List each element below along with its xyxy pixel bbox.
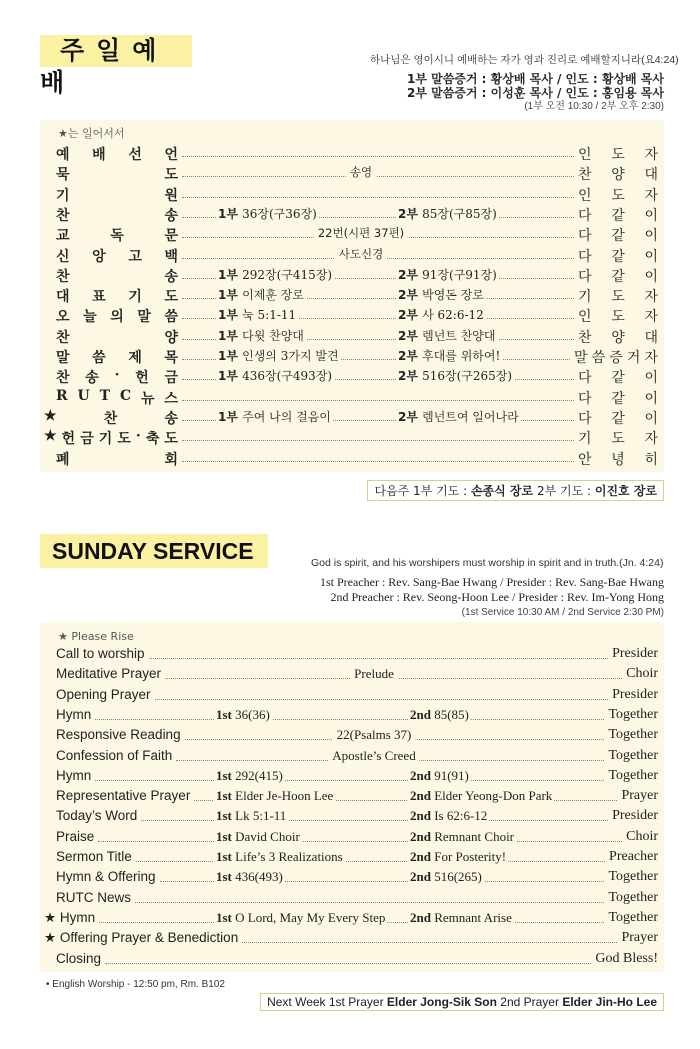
english-order-row — [44, 930, 658, 950]
order-item-second-service: 2부 렘넌트 찬양대 — [398, 328, 496, 343]
order-item-responsible: 인 도 자 — [578, 187, 658, 204]
order-item-name: 교 독 문 — [56, 228, 178, 245]
order-item-first-service: 1부 다윗 찬양대 — [218, 328, 304, 343]
order-item-responsible: 다 같 이 — [578, 390, 658, 407]
korean-order-row — [56, 164, 658, 184]
english-verse: God is spirit, and his worshipers must worship in spirit and in truth.(Jn. 4:24) — [311, 557, 664, 569]
order-item-responsible: Choir — [626, 828, 658, 844]
order-item-name: Hymn — [56, 706, 92, 722]
order-item-responsible: 인 도 자 — [578, 309, 658, 326]
order-item-name: 신 앙 고 백 — [56, 248, 178, 265]
order-item-name: Today’s Word — [56, 808, 138, 824]
order-item-responsible: Together — [608, 909, 658, 925]
order-item-name: 찬 송 · 헌 금 — [56, 367, 178, 387]
korean-next-prayer-2: 이진호 장로 — [594, 484, 657, 498]
order-item-second-service: 2nd Remnant Arise — [410, 909, 512, 925]
korean-order-row — [56, 205, 658, 225]
order-item-name: 예 배 선 언 — [56, 147, 178, 163]
korean-next-prayer-1: 손종식 장로 — [470, 484, 534, 498]
order-item-name: 폐 회 — [56, 451, 178, 468]
order-item-first-service: 1부 292장(구415장) — [218, 267, 333, 282]
english-order-row — [56, 951, 658, 971]
order-item-responsible: 다 같 이 — [578, 248, 658, 265]
order-item-first-service: 1부 인생의 3가지 발견 — [218, 349, 339, 363]
order-item-second-service: 2부 사 62:6-12 — [398, 308, 484, 323]
korean-next-label: 다음주 1부 기도 : — [374, 484, 468, 498]
order-item-name: 찬 송 — [56, 268, 178, 285]
korean-order-row — [44, 428, 658, 448]
order-item-second-service: 2nd Elder Yeong-Don Park — [410, 788, 553, 804]
order-item-name: 묵 도 — [56, 167, 178, 184]
korean-order-row — [56, 286, 658, 306]
english-preacher-2: 2nd Preacher : Rev. Seong-Hoon Lee / Presider : Rev. Im-Yong Hong — [330, 590, 664, 604]
order-item-center: 22(Psalms 37) — [333, 727, 416, 743]
order-item-responsible: 다 같 이 — [578, 207, 658, 224]
english-worship-note: • English Worship - 12:50 pm, Rm. B102 — [46, 979, 225, 990]
english-order-row — [56, 646, 658, 666]
order-item-first-service: 1부 436장(구493장) — [218, 369, 333, 384]
korean-order-row — [56, 185, 658, 205]
english-preacher-1: 1st Preacher : Rev. Sang-Bae Hwang / Presider : Rev. Sang-Bae Hwang — [319, 575, 664, 589]
order-item-first-service: 1부 눅 5:1-11 — [218, 308, 297, 323]
korean-order-row — [56, 144, 658, 164]
order-item-first-service: 1부 주여 나의 걸음이 — [218, 409, 331, 424]
english-order-row — [56, 849, 658, 869]
korean-order-row — [56, 266, 658, 286]
english-next-label: Next Week 1st Prayer — [267, 995, 384, 1009]
korean-next-week — [367, 480, 664, 501]
order-item-second-service: 2nd 516(265) — [410, 869, 482, 885]
order-item-responsible: Presider — [612, 686, 658, 702]
order-item-second-service: 2nd 85(85) — [410, 706, 469, 722]
order-item-first-service: 1st Elder Je-Hoon Lee — [216, 788, 334, 804]
korean-verse: 하나님은 영이시니 예배하는 자가 영과 진리로 예배할지니라(요4:24) — [370, 54, 679, 66]
order-item-name: R U T C 뉴 스 — [56, 387, 178, 407]
order-item-center: 22번(시편 37편) — [314, 225, 408, 241]
korean-order-row — [56, 367, 658, 387]
order-item-responsible: 말 씀 증 거 자 — [574, 350, 658, 366]
korean-order-row — [56, 225, 658, 245]
order-item-first-service: 1st Life’s 3 Realizations — [216, 849, 343, 864]
english-next-prayer-1: Elder Jong-Sik Son — [386, 995, 497, 1009]
order-item-name: ★ 헌 금 기 도 · 축 도 — [44, 428, 178, 448]
order-item-name: Praise — [56, 828, 95, 844]
order-item-responsible: 다 같 이 — [578, 370, 658, 387]
order-item-responsible: 기 도 자 — [578, 289, 658, 306]
order-item-name: Responsive Reading — [56, 727, 181, 743]
order-item-second-service: 2부 박영돈 장로 — [398, 288, 484, 303]
order-item-responsible: Presider — [612, 808, 658, 824]
english-order-row — [56, 707, 658, 727]
order-item-responsible: 기 도 자 — [578, 431, 658, 448]
english-order-row — [56, 890, 658, 910]
english-title: SUNDAY SERVICE — [40, 534, 268, 568]
english-rise-note: ★ Please Rise — [58, 630, 134, 643]
english-preachers — [320, 575, 664, 620]
order-item-second-service: 2부 85장(구85장) — [398, 206, 497, 221]
order-item-responsible: 다 같 이 — [578, 228, 658, 245]
order-item-first-service: 1st David Choir — [216, 828, 300, 844]
order-item-name: ★ 찬 송 — [44, 407, 178, 427]
order-item-responsible: 다 같 이 — [578, 410, 658, 427]
order-item-center: Apostle’s Creed — [328, 748, 419, 764]
order-item-name: ★ Offering Prayer & Benediction — [44, 930, 239, 946]
korean-preacher-1: 1부 말씀증거 : 황상배 목사 / 인도 : 황상배 목사 — [407, 72, 664, 86]
order-item-name: 찬 송 — [56, 207, 178, 224]
order-item-responsible: God Bless! — [595, 950, 658, 966]
korean-preachers — [407, 72, 664, 114]
korean-next-mid: 2부 기도 : — [536, 484, 592, 498]
order-item-name: Call to worship — [56, 646, 145, 661]
order-item-name: Hymn — [56, 767, 92, 783]
order-item-second-service: 2nd Remnant Choir — [410, 828, 515, 844]
order-item-responsible: 인 도 자 — [578, 147, 658, 163]
english-order-row — [56, 808, 658, 828]
order-item-name: Opening Prayer — [56, 686, 151, 702]
order-item-center: Prelude — [350, 666, 398, 682]
order-item-name: Sermon Title — [56, 849, 132, 864]
order-item-first-service: 1st 436(493) — [216, 869, 283, 885]
order-item-second-service: 2부 91장(구91장) — [398, 267, 497, 282]
order-item-responsible: Choir — [626, 666, 658, 682]
english-order-row — [56, 748, 658, 768]
order-item-first-service: 1st Lk 5:1-11 — [216, 808, 287, 824]
korean-order-row — [56, 306, 658, 326]
order-item-name: Hymn & Offering — [56, 869, 156, 885]
korean-service-times: (1부 오전 10:30 / 2부 오후 2:30) — [524, 101, 664, 112]
order-item-name: ★ Hymn — [44, 909, 96, 925]
english-order-row — [56, 727, 658, 747]
english-next-prayer-2: Elder Jin-Ho Lee — [562, 995, 657, 1009]
order-item-responsible: Preacher — [609, 849, 658, 864]
english-next-mid: 2nd Prayer — [500, 995, 559, 1009]
order-item-name: Confession of Faith — [56, 747, 173, 763]
order-item-second-service: 2부 516장(구265장) — [398, 369, 513, 384]
order-item-first-service: 1부 이제훈 장로 — [218, 288, 304, 303]
order-item-responsible: Presider — [612, 646, 658, 661]
order-item-second-service: 2nd For Posterity! — [410, 849, 507, 864]
order-item-name: 대 표 기 도 — [56, 289, 178, 306]
order-item-center: 송영 — [346, 164, 376, 180]
order-item-first-service: 1st 36(36) — [216, 706, 270, 722]
english-order-row — [44, 909, 658, 930]
order-item-responsible: Prayer — [621, 930, 658, 946]
order-item-second-service: 2nd 91(91) — [410, 767, 469, 783]
order-item-center: 사도신경 — [335, 246, 387, 262]
order-item-responsible: Together — [608, 706, 658, 722]
order-item-second-service: 2부 후대를 위하여! — [398, 349, 501, 363]
english-order-row — [56, 666, 658, 686]
order-item-responsible: Together — [608, 869, 658, 885]
order-item-first-service: 1st O Lord, May My Every Step — [216, 909, 386, 925]
order-item-second-service: 2부 렘넌트여 일어나라 — [398, 409, 519, 424]
order-item-responsible: Together — [608, 747, 658, 763]
order-item-responsible: Together — [608, 889, 658, 905]
order-item-name: 오 늘 의 말 씀 — [56, 309, 178, 326]
english-order-row — [56, 869, 658, 889]
korean-order-row — [56, 449, 658, 469]
order-item-second-service: 2nd Is 62:6-12 — [410, 808, 488, 824]
order-item-name: 찬 양 — [56, 329, 178, 346]
order-item-responsible: 다 같 이 — [578, 268, 658, 285]
english-order-row — [56, 829, 658, 849]
order-item-name: Representative Prayer — [56, 788, 191, 804]
english-order-row — [56, 768, 658, 788]
order-item-responsible: 안 녕 히 — [578, 451, 658, 468]
korean-order-row — [56, 246, 658, 266]
english-service-times: (1st Service 10:30 AM / 2nd Service 2:30 PM) — [461, 607, 664, 618]
korean-order-row — [56, 347, 658, 367]
english-next-week — [260, 993, 664, 1011]
order-item-responsible: 찬 양 대 — [578, 329, 658, 346]
order-item-name: RUTC News — [56, 889, 132, 905]
order-item-name: 말 씀 제 목 — [56, 350, 178, 366]
order-item-first-service: 1st 292(415) — [216, 767, 283, 783]
korean-order-row — [56, 388, 658, 408]
order-item-name: Meditative Prayer — [56, 666, 162, 682]
english-order-row — [56, 788, 658, 808]
korean-order-row — [56, 327, 658, 347]
korean-title: 주일예배 — [40, 35, 192, 67]
korean-rise-note: ★는 일어서서 — [58, 127, 125, 140]
order-item-first-service: 1부 36장(구36장) — [218, 206, 317, 221]
korean-preacher-2: 2부 말씀증거 : 이성훈 목사 / 인도 : 홍임용 목사 — [407, 86, 664, 100]
korean-order-row — [44, 407, 658, 428]
order-item-name: 기 원 — [56, 187, 178, 204]
order-item-responsible: Together — [608, 767, 658, 783]
english-order-row — [56, 687, 658, 707]
order-item-responsible: 찬 양 대 — [578, 167, 658, 184]
order-item-responsible: Together — [608, 727, 658, 743]
order-item-responsible: Prayer — [621, 788, 658, 804]
order-item-name: Closing — [56, 950, 102, 966]
